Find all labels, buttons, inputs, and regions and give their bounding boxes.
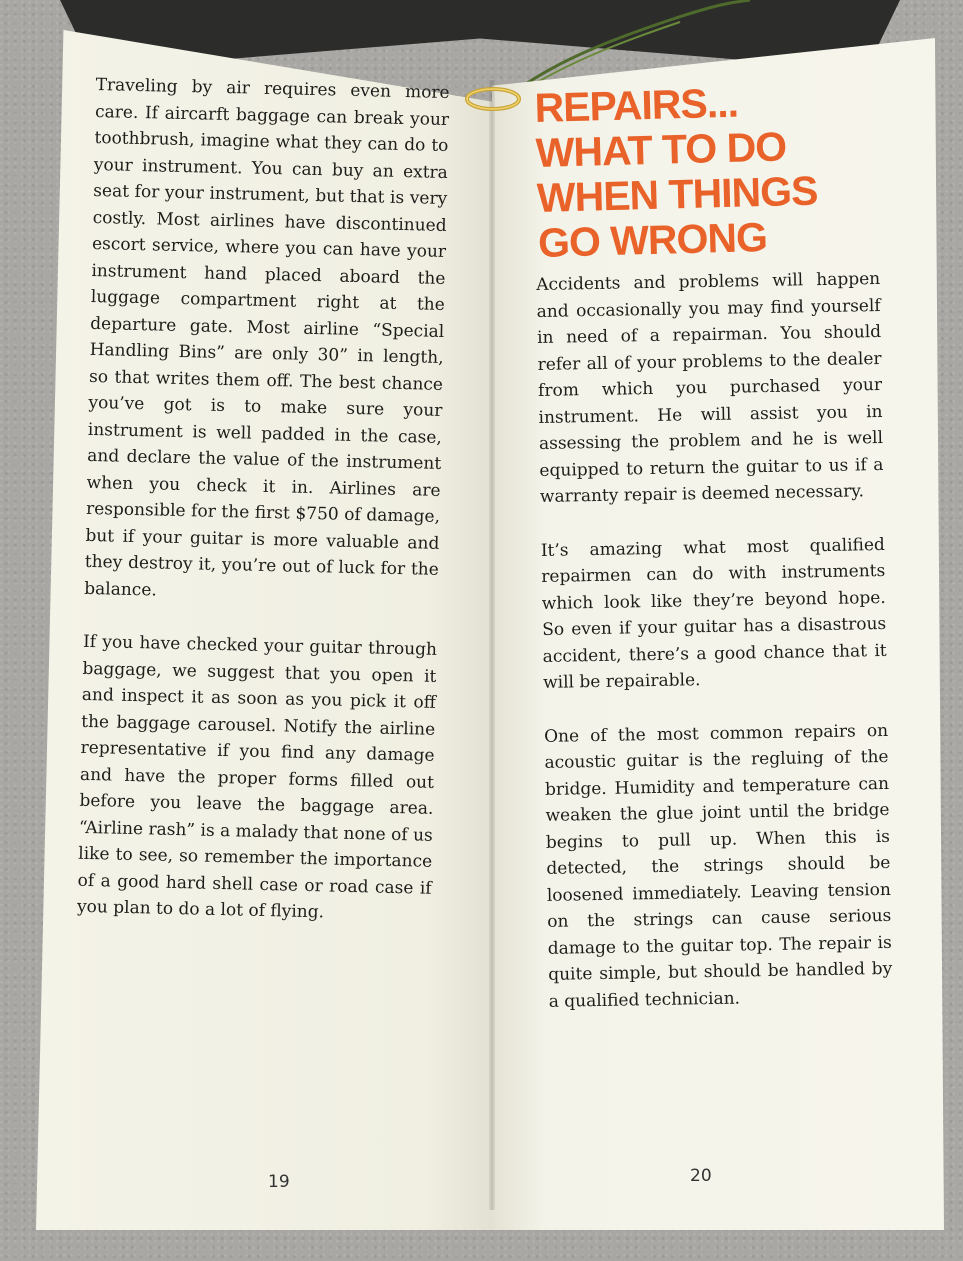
repairs-heading <box>534 77 869 266</box>
booklet-spine <box>489 80 495 1210</box>
right-paragraph-1: Accidents and problems will happen and occasionally you may find yourself in need of a repairman. You should refer all of your problems to the dealer from which you purchased your instrument. He will assist you in assessing the problem and he is well equipped to return the guitar to us if a warranty repair is deemed necessary. <box>536 268 884 507</box>
binding-ring-icon <box>458 82 528 116</box>
left-page-text <box>76 72 450 955</box>
left-paragraph-2: If you have checked your guitar through baggage, we suggest that you open it and inspect it as soon as you pick it off the baggage carousel. Notify the airline representative if you find any damage and have the proper forms filled out before you leave the baggage area. “Airline rash” is a malady that none of us like to see, so remember the importance of a good hard shell case or road case if you plan to do a lot of flying. <box>76 631 438 923</box>
heading-line-1: REPAIRS... <box>533 79 739 131</box>
heading-line-3: WHEN THINGS <box>536 167 818 221</box>
heading-line-4: GO WRONG <box>537 213 768 266</box>
right-paragraph-2: It’s amazing what most qualified repairmen can do with instruments which look like they’re beyond hope. So even if your guitar has a disastrous accident, there’s a good chance that it will be repairable. <box>540 534 887 693</box>
page-number-right: 20 <box>690 1166 712 1186</box>
page-number-left: 19 <box>268 1172 290 1192</box>
heading-line-2: WHAT TO DO <box>535 123 787 176</box>
right-paragraph-3: One of the most common repairs on acoustic guitar is the regluing of the bridge. Humidity and temperature can weaken the glue joint until the bridge begins to pull up. When this is detected, the strings should be loosened immediately. Leaving tension on the strings can cause serious damage to the guitar top. The repair is quite simple, but should be handled by a qualified technician. <box>543 720 893 1012</box>
left-paragraph-1: Traveling by air requires even more care. If aircarft baggage can break your toothbrush, imagine what they can do to your instrument. You can buy an extra seat for your instrument, but that is very costly. Most airlines have discontinued escort service, where you can have your instrument hand placed aboard the luggage compartment right at the departure gate. Most airline “Special Handling Bins” are only 30” in length, so that writes them off. The best chance you’ve got is to make sure your instrument is well padded in the case, and declare the value of the instrument when you check it in. Airlines are responsible for the first $750 of damage, but if your guitar is more valuable and they destroy it, you’re out of luck for the balance. <box>84 74 450 601</box>
right-page-text <box>536 266 893 1042</box>
